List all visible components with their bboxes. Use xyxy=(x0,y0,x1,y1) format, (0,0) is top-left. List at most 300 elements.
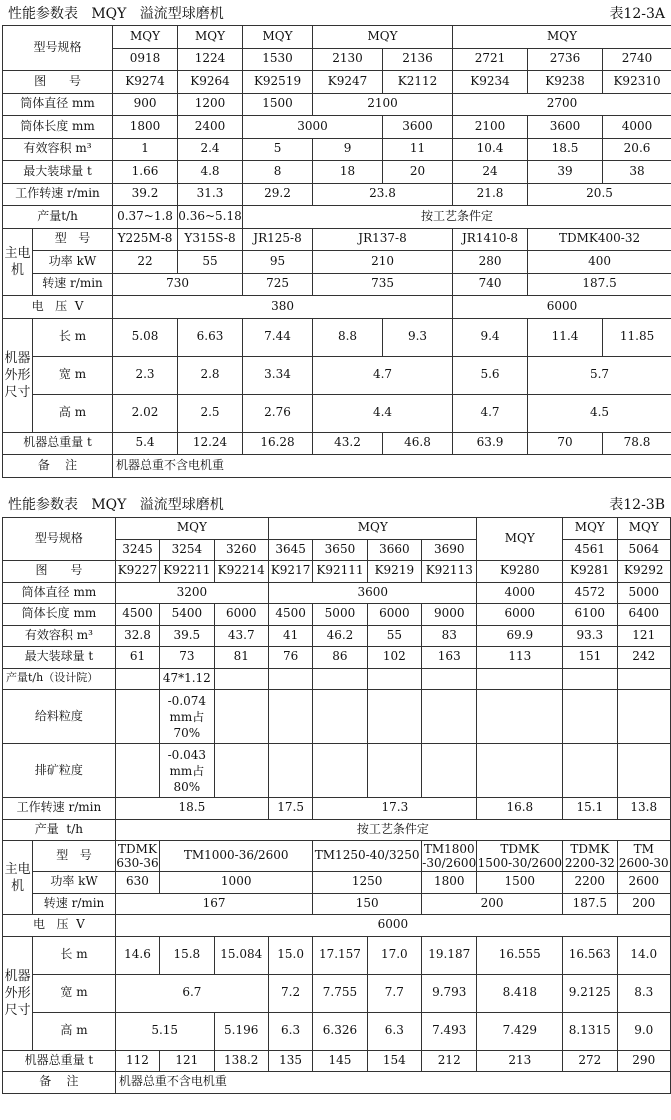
series-cell: MQY xyxy=(563,518,617,540)
weight-cell: 43.2 xyxy=(313,432,383,455)
speed-cell: 13.8 xyxy=(617,798,671,820)
length-cell: 2100 xyxy=(453,116,528,139)
power-cell: 22 xyxy=(113,251,178,274)
drawing-cell: K92214 xyxy=(214,561,268,583)
dim-w-cell: 2.3 xyxy=(113,356,178,394)
power-cell: 630 xyxy=(115,872,159,894)
dim-l-cell: 16.563 xyxy=(563,936,617,974)
row-label-ball: 最大装球量 t xyxy=(3,647,116,669)
speed-cell: 15.1 xyxy=(563,798,617,820)
table-row xyxy=(3,974,671,1012)
dim-l-cell: 11.85 xyxy=(603,318,671,356)
table-row xyxy=(3,819,671,841)
table-b xyxy=(2,517,671,1094)
dim-l-cell: 15.0 xyxy=(268,936,312,974)
drawing-cell: K92111 xyxy=(313,561,367,583)
note-cell: 机器总重不含电机重 xyxy=(115,1072,670,1094)
row-label-output: 产量t/h xyxy=(3,206,113,229)
series-cell: MQY xyxy=(617,518,671,540)
table-row xyxy=(3,915,671,937)
row-label-power: 功率 kW xyxy=(33,872,116,894)
table-row xyxy=(3,690,671,744)
table-row xyxy=(3,318,671,356)
drawing-cell: K92310 xyxy=(603,71,671,94)
speed-cell: 29.2 xyxy=(243,183,313,206)
ball-cell: 102 xyxy=(367,647,421,669)
dim-l-cell: 5.08 xyxy=(113,318,178,356)
length-cell: 6000 xyxy=(367,604,421,626)
row-label-weight: 机器总重量 t xyxy=(3,432,113,455)
diameter-cell: 1200 xyxy=(178,93,243,116)
dim-h-cell: 5.15 xyxy=(115,1012,214,1050)
row-label-length: 筒体长度 mm xyxy=(3,604,116,626)
row-label-volume: 有效容积 m³ xyxy=(3,138,113,161)
table-row xyxy=(3,936,671,974)
drawing-cell: K9247 xyxy=(313,71,383,94)
weight-cell: 12.24 xyxy=(178,432,243,455)
series-cell: MQY xyxy=(268,518,477,540)
dim-w-cell: 4.7 xyxy=(313,356,453,394)
diameter-cell: 1500 xyxy=(243,93,313,116)
motor-speed-cell: 167 xyxy=(115,893,312,915)
voltage-cell: 6000 xyxy=(453,296,671,319)
volume-cell: 55 xyxy=(367,625,421,647)
model-cell: 2136 xyxy=(383,48,453,71)
motor-model-cell: TM1800 -30/2600 xyxy=(422,842,477,870)
row-group-dims: 机器外形尺寸 xyxy=(3,318,33,432)
motor-speed-cell: 200 xyxy=(617,893,671,915)
diameter-cell: 3200 xyxy=(115,582,268,604)
length-cell: 4000 xyxy=(603,116,671,139)
table-row xyxy=(3,251,671,274)
speed-cell: 31.3 xyxy=(178,183,243,206)
motor-speed-cell: 725 xyxy=(243,273,313,296)
model-cell: 3690 xyxy=(422,539,477,561)
output-cell: 0.37~1.8 xyxy=(113,206,178,229)
motor-model-cell: JR125-8 xyxy=(243,228,313,251)
length-cell: 3600 xyxy=(383,116,453,139)
dim-h-cell: 5.196 xyxy=(214,1012,268,1050)
dim-w-cell: 9.2125 xyxy=(563,974,617,1012)
model-cell: 3645 xyxy=(268,539,312,561)
discharge-cell: -0.043 mm占 80% xyxy=(160,744,214,798)
row-label-drawing: 图 号 xyxy=(3,71,113,94)
speed-cell: 18.5 xyxy=(115,798,268,820)
series-cell: MQY xyxy=(453,26,671,49)
table-row xyxy=(3,518,671,540)
table-row xyxy=(3,161,671,184)
voltage-cell: 380 xyxy=(113,296,453,319)
power-cell: 210 xyxy=(313,251,453,274)
model-cell: 2130 xyxy=(313,48,383,71)
length-cell: 1800 xyxy=(113,116,178,139)
table-b-number: 表12-3B xyxy=(609,497,665,513)
row-label-diameter: 筒体直径 mm xyxy=(3,582,116,604)
row-group-dims: 机器外形尺寸 xyxy=(3,936,33,1050)
length-cell: 6100 xyxy=(563,604,617,626)
motor-model-cell: Y225M-8 xyxy=(113,228,178,251)
motor-model-cell: JR137-8 xyxy=(313,228,453,251)
model-cell: 3260 xyxy=(214,539,268,561)
length-cell: 9000 xyxy=(422,604,477,626)
volume-cell: 10.4 xyxy=(453,138,528,161)
diameter-cell: 5000 xyxy=(617,582,671,604)
dim-w-cell: 2.8 xyxy=(178,356,243,394)
ball-cell: 4.8 xyxy=(178,161,243,184)
dim-l-cell: 9.3 xyxy=(383,318,453,356)
volume-cell: 69.9 xyxy=(477,625,563,647)
table-row xyxy=(3,93,671,116)
model-cell: 5064 xyxy=(617,539,671,561)
speed-cell: 17.3 xyxy=(313,798,477,820)
dim-h-cell: 7.429 xyxy=(477,1012,563,1050)
model-cell: 3254 xyxy=(160,539,214,561)
dim-w-cell: 5.7 xyxy=(528,356,671,394)
length-cell: 4500 xyxy=(115,604,159,626)
model-cell: 4561 xyxy=(563,539,617,561)
power-cell: 55 xyxy=(178,251,243,274)
weight-cell: 135 xyxy=(268,1050,312,1072)
drawing-cell: K9274 xyxy=(113,71,178,94)
dim-l-cell: 19.187 xyxy=(422,936,477,974)
ball-cell: 39 xyxy=(528,161,603,184)
motor-speed-cell: 200 xyxy=(422,893,563,915)
motor-model-cell: TDMK 630-36 xyxy=(116,842,159,870)
speed-cell: 39.2 xyxy=(113,183,178,206)
weight-cell: 16.28 xyxy=(243,432,313,455)
drawing-cell: K9227 xyxy=(115,561,159,583)
motor-speed-cell: 187.5 xyxy=(563,893,617,915)
series-cell: MQY xyxy=(313,26,453,49)
diameter-cell: 2100 xyxy=(313,93,453,116)
table-row xyxy=(3,228,671,251)
dim-l-cell: 17.157 xyxy=(313,936,367,974)
drawing-cell: K92519 xyxy=(243,71,313,94)
model-cell: 0918 xyxy=(113,48,178,71)
dim-l-cell: 11.4 xyxy=(528,318,603,356)
power-cell: 400 xyxy=(528,251,671,274)
table-a-title: 性能参数表 MQY 溢流型球磨机 xyxy=(8,6,224,22)
diameter-cell: 3600 xyxy=(268,582,477,604)
table-row xyxy=(3,71,671,94)
table-row xyxy=(3,798,671,820)
motor-speed-cell: 730 xyxy=(113,273,243,296)
volume-cell: 20.6 xyxy=(603,138,671,161)
row-label-dim-w: 宽 m xyxy=(33,974,116,1012)
speed-cell: 21.8 xyxy=(453,183,528,206)
row-label-output-design: 产量t/h（设计院） xyxy=(3,668,116,690)
table-row xyxy=(3,744,671,798)
model-cell: 1530 xyxy=(243,48,313,71)
table-a-number: 表12-3A xyxy=(609,6,665,22)
table-b-title: 性能参数表 MQY 溢流型球磨机 xyxy=(8,497,224,513)
power-cell: 280 xyxy=(453,251,528,274)
feed-cell: -0.074 mm占 70% xyxy=(160,690,214,744)
weight-cell: 5.4 xyxy=(113,432,178,455)
row-label-drawing: 图 号 xyxy=(3,561,116,583)
table-row xyxy=(3,872,671,894)
ball-cell: 151 xyxy=(563,647,617,669)
dim-w-cell: 3.34 xyxy=(243,356,313,394)
speed-cell: 23.8 xyxy=(313,183,453,206)
weight-cell: 63.9 xyxy=(453,432,528,455)
row-label-diameter: 筒体直径 mm xyxy=(3,93,113,116)
row-label-motor-speed: 转速 r/min xyxy=(33,273,113,296)
row-label-output: 产量 t/h xyxy=(3,819,116,841)
model-cell: 3660 xyxy=(367,539,421,561)
row-label-speed: 工作转速 r/min xyxy=(3,798,116,820)
volume-cell: 18.5 xyxy=(528,138,603,161)
table-row xyxy=(3,668,671,690)
motor-model-cell: JR1410-8 xyxy=(453,228,528,251)
dim-w-cell: 5.6 xyxy=(453,356,528,394)
ball-cell: 163 xyxy=(422,647,477,669)
row-label-dim-w: 宽 m xyxy=(33,356,113,394)
diameter-cell: 900 xyxy=(113,93,178,116)
model-cell: 2721 xyxy=(453,48,528,71)
row-label-ball: 最大装球量 t xyxy=(3,161,113,184)
weight-cell: 121 xyxy=(160,1050,214,1072)
dim-l-cell: 14.6 xyxy=(115,936,159,974)
weight-cell: 78.8 xyxy=(603,432,671,455)
volume-cell: 9 xyxy=(313,138,383,161)
motor-speed-cell: 735 xyxy=(313,273,453,296)
table-row xyxy=(3,26,671,49)
diameter-cell: 4572 xyxy=(563,582,617,604)
dim-h-cell: 8.1315 xyxy=(563,1012,617,1050)
motor-speed-cell: 187.5 xyxy=(528,273,671,296)
ball-cell: 18 xyxy=(313,161,383,184)
row-label-model: 型号规格 xyxy=(3,26,113,71)
volume-cell: 5 xyxy=(243,138,313,161)
table-row xyxy=(3,356,671,394)
drawing-cell: K9238 xyxy=(528,71,603,94)
speed-cell: 20.5 xyxy=(528,183,671,206)
length-cell: 3600 xyxy=(528,116,603,139)
row-label-motor-model: 型 号 xyxy=(33,228,113,251)
drawing-cell: K9217 xyxy=(268,561,312,583)
ball-cell: 73 xyxy=(160,647,214,669)
weight-cell: 154 xyxy=(367,1050,421,1072)
dim-w-cell: 7.2 xyxy=(268,974,312,1012)
dim-w-cell: 8.3 xyxy=(617,974,671,1012)
dim-h-cell: 2.5 xyxy=(178,394,243,432)
row-group-motor: 主电机 xyxy=(3,841,33,915)
weight-cell: 145 xyxy=(313,1050,367,1072)
dim-h-cell: 6.3 xyxy=(268,1012,312,1050)
volume-cell: 39.5 xyxy=(160,625,214,647)
drawing-cell: K9292 xyxy=(617,561,671,583)
ball-cell: 76 xyxy=(268,647,312,669)
length-cell: 6000 xyxy=(477,604,563,626)
table-row xyxy=(3,138,671,161)
ball-cell: 242 xyxy=(617,647,671,669)
row-label-motor-model: 型 号 xyxy=(33,841,116,872)
ball-cell: 24 xyxy=(453,161,528,184)
dim-h-cell: 4.4 xyxy=(313,394,453,432)
dim-h-cell: 9.0 xyxy=(617,1012,671,1050)
row-label-voltage: 电 压 V xyxy=(3,296,113,319)
row-label-dim-l: 长 m xyxy=(33,936,116,974)
dim-l-cell: 15.084 xyxy=(214,936,268,974)
voltage-cell: 6000 xyxy=(115,915,670,937)
table-row xyxy=(3,647,671,669)
row-label-speed: 工作转速 r/min xyxy=(3,183,113,206)
dim-l-cell: 8.8 xyxy=(313,318,383,356)
table-row xyxy=(3,841,671,872)
table-row xyxy=(3,296,671,319)
power-cell: 95 xyxy=(243,251,313,274)
motor-model-cell: TDMK 2200-32 xyxy=(563,841,617,872)
dim-h-cell: 7.493 xyxy=(422,1012,477,1050)
weight-cell: 272 xyxy=(563,1050,617,1072)
series-cell: MQY xyxy=(115,518,268,540)
table-row xyxy=(3,561,671,583)
model-cell: 2736 xyxy=(528,48,603,71)
dim-l-cell: 15.8 xyxy=(160,936,214,974)
weight-cell: 290 xyxy=(617,1050,671,1072)
row-label-dim-h: 高 m xyxy=(33,394,113,432)
length-cell: 4500 xyxy=(268,604,312,626)
dim-l-cell: 9.4 xyxy=(453,318,528,356)
table-row xyxy=(3,1050,671,1072)
table-b-caption xyxy=(0,494,671,516)
table-row xyxy=(3,273,671,296)
drawing-cell: K9281 xyxy=(563,561,617,583)
motor-model-cell: Y315S-8 xyxy=(178,228,243,251)
series-cell: MQY xyxy=(477,518,563,561)
dim-h-cell: 4.7 xyxy=(453,394,528,432)
dim-h-cell: 6.3 xyxy=(367,1012,421,1050)
series-cell: MQY xyxy=(113,26,178,49)
table-row xyxy=(3,116,671,139)
drawing-cell: K9280 xyxy=(477,561,563,583)
drawing-cell: K2112 xyxy=(383,71,453,94)
series-cell: MQY xyxy=(178,26,243,49)
row-label-note: 备 注 xyxy=(3,1072,116,1094)
table-row xyxy=(3,1012,671,1050)
series-cell: MQY xyxy=(243,26,313,49)
diameter-cell: 2700 xyxy=(453,93,671,116)
dim-w-cell: 7.7 xyxy=(367,974,421,1012)
weight-cell: 138.2 xyxy=(214,1050,268,1072)
output-cell: 按工艺条件定 xyxy=(243,206,671,229)
output-cell: 按工艺条件定 xyxy=(115,819,670,841)
row-label-motor-speed: 转速 r/min xyxy=(33,893,116,915)
note-cell: 机器总重不含电机重 xyxy=(113,455,671,478)
weight-cell: 212 xyxy=(422,1050,477,1072)
length-cell: 5400 xyxy=(160,604,214,626)
motor-model-cell: TM 2600-30 xyxy=(618,842,669,870)
length-cell: 6400 xyxy=(617,604,671,626)
drawing-cell: K92211 xyxy=(160,561,214,583)
row-label-voltage: 电 压 V xyxy=(3,915,116,937)
weight-cell: 213 xyxy=(477,1050,563,1072)
dim-w-cell: 7.755 xyxy=(313,974,367,1012)
weight-cell: 46.8 xyxy=(383,432,453,455)
power-cell: 1800 xyxy=(422,872,477,894)
volume-cell: 11 xyxy=(383,138,453,161)
motor-model-cell: TM1250-40/3250 xyxy=(313,841,422,872)
volume-cell: 93.3 xyxy=(563,625,617,647)
ball-cell: 61 xyxy=(115,647,159,669)
dim-l-cell: 16.555 xyxy=(477,936,563,974)
model-cell: 3650 xyxy=(313,539,367,561)
row-label-length: 筒体长度 mm xyxy=(3,116,113,139)
volume-cell: 43.7 xyxy=(214,625,268,647)
table-a xyxy=(2,25,671,478)
table-row xyxy=(3,432,671,455)
power-cell: 1250 xyxy=(313,872,422,894)
dim-h-cell: 2.02 xyxy=(113,394,178,432)
table-row xyxy=(3,183,671,206)
motor-speed-cell: 150 xyxy=(313,893,422,915)
weight-cell: 112 xyxy=(115,1050,159,1072)
model-cell: 2740 xyxy=(603,48,671,71)
row-label-power: 功率 kW xyxy=(33,251,113,274)
volume-cell: 32.8 xyxy=(115,625,159,647)
length-cell: 5000 xyxy=(313,604,367,626)
drawing-cell: K9219 xyxy=(367,561,421,583)
ball-cell: 8 xyxy=(243,161,313,184)
table-row xyxy=(3,455,671,478)
table-row xyxy=(3,1072,671,1094)
power-cell: 2200 xyxy=(563,872,617,894)
output-design-cell: 47*1.12 xyxy=(160,668,214,690)
table-row xyxy=(3,604,671,626)
dim-w-cell: 9.793 xyxy=(422,974,477,1012)
row-group-motor: 主电机 xyxy=(3,228,33,296)
motor-model-cell: TDMK400-32 xyxy=(528,228,671,251)
dim-h-cell: 2.76 xyxy=(243,394,313,432)
drawing-cell: K92113 xyxy=(422,561,477,583)
volume-cell: 83 xyxy=(422,625,477,647)
output-cell: 0.36~5.18 xyxy=(178,206,243,229)
power-cell: 1500 xyxy=(477,872,563,894)
dim-h-cell: 6.326 xyxy=(313,1012,367,1050)
motor-model-cell: TM1000-36/2600 xyxy=(160,841,313,872)
row-label-dim-l: 长 m xyxy=(33,318,113,356)
row-label-feed: 给料粒度 xyxy=(3,690,116,744)
dim-h-cell: 4.5 xyxy=(528,394,671,432)
motor-speed-cell: 740 xyxy=(453,273,528,296)
speed-cell: 17.5 xyxy=(268,798,312,820)
ball-cell: 20 xyxy=(383,161,453,184)
table-row xyxy=(3,625,671,647)
row-label-volume: 有效容积 m³ xyxy=(3,625,116,647)
model-cell: 3245 xyxy=(115,539,159,561)
dim-w-cell: 6.7 xyxy=(115,974,268,1012)
length-cell: 3000 xyxy=(243,116,383,139)
dim-l-cell: 7.44 xyxy=(243,318,313,356)
row-label-dim-h: 高 m xyxy=(33,1012,116,1050)
ball-cell: 113 xyxy=(477,647,563,669)
row-label-note: 备 注 xyxy=(3,455,113,478)
power-cell: 1000 xyxy=(160,872,313,894)
row-label-weight: 机器总重量 t xyxy=(3,1050,116,1072)
volume-cell: 41 xyxy=(268,625,312,647)
dim-w-cell: 8.418 xyxy=(477,974,563,1012)
volume-cell: 46.2 xyxy=(313,625,367,647)
length-cell: 2400 xyxy=(178,116,243,139)
dim-l-cell: 17.0 xyxy=(367,936,421,974)
model-cell: 1224 xyxy=(178,48,243,71)
table-row xyxy=(3,582,671,604)
diameter-cell: 4000 xyxy=(477,582,563,604)
ball-cell: 86 xyxy=(313,647,367,669)
drawing-cell: K9264 xyxy=(178,71,243,94)
dim-l-cell: 14.0 xyxy=(617,936,671,974)
